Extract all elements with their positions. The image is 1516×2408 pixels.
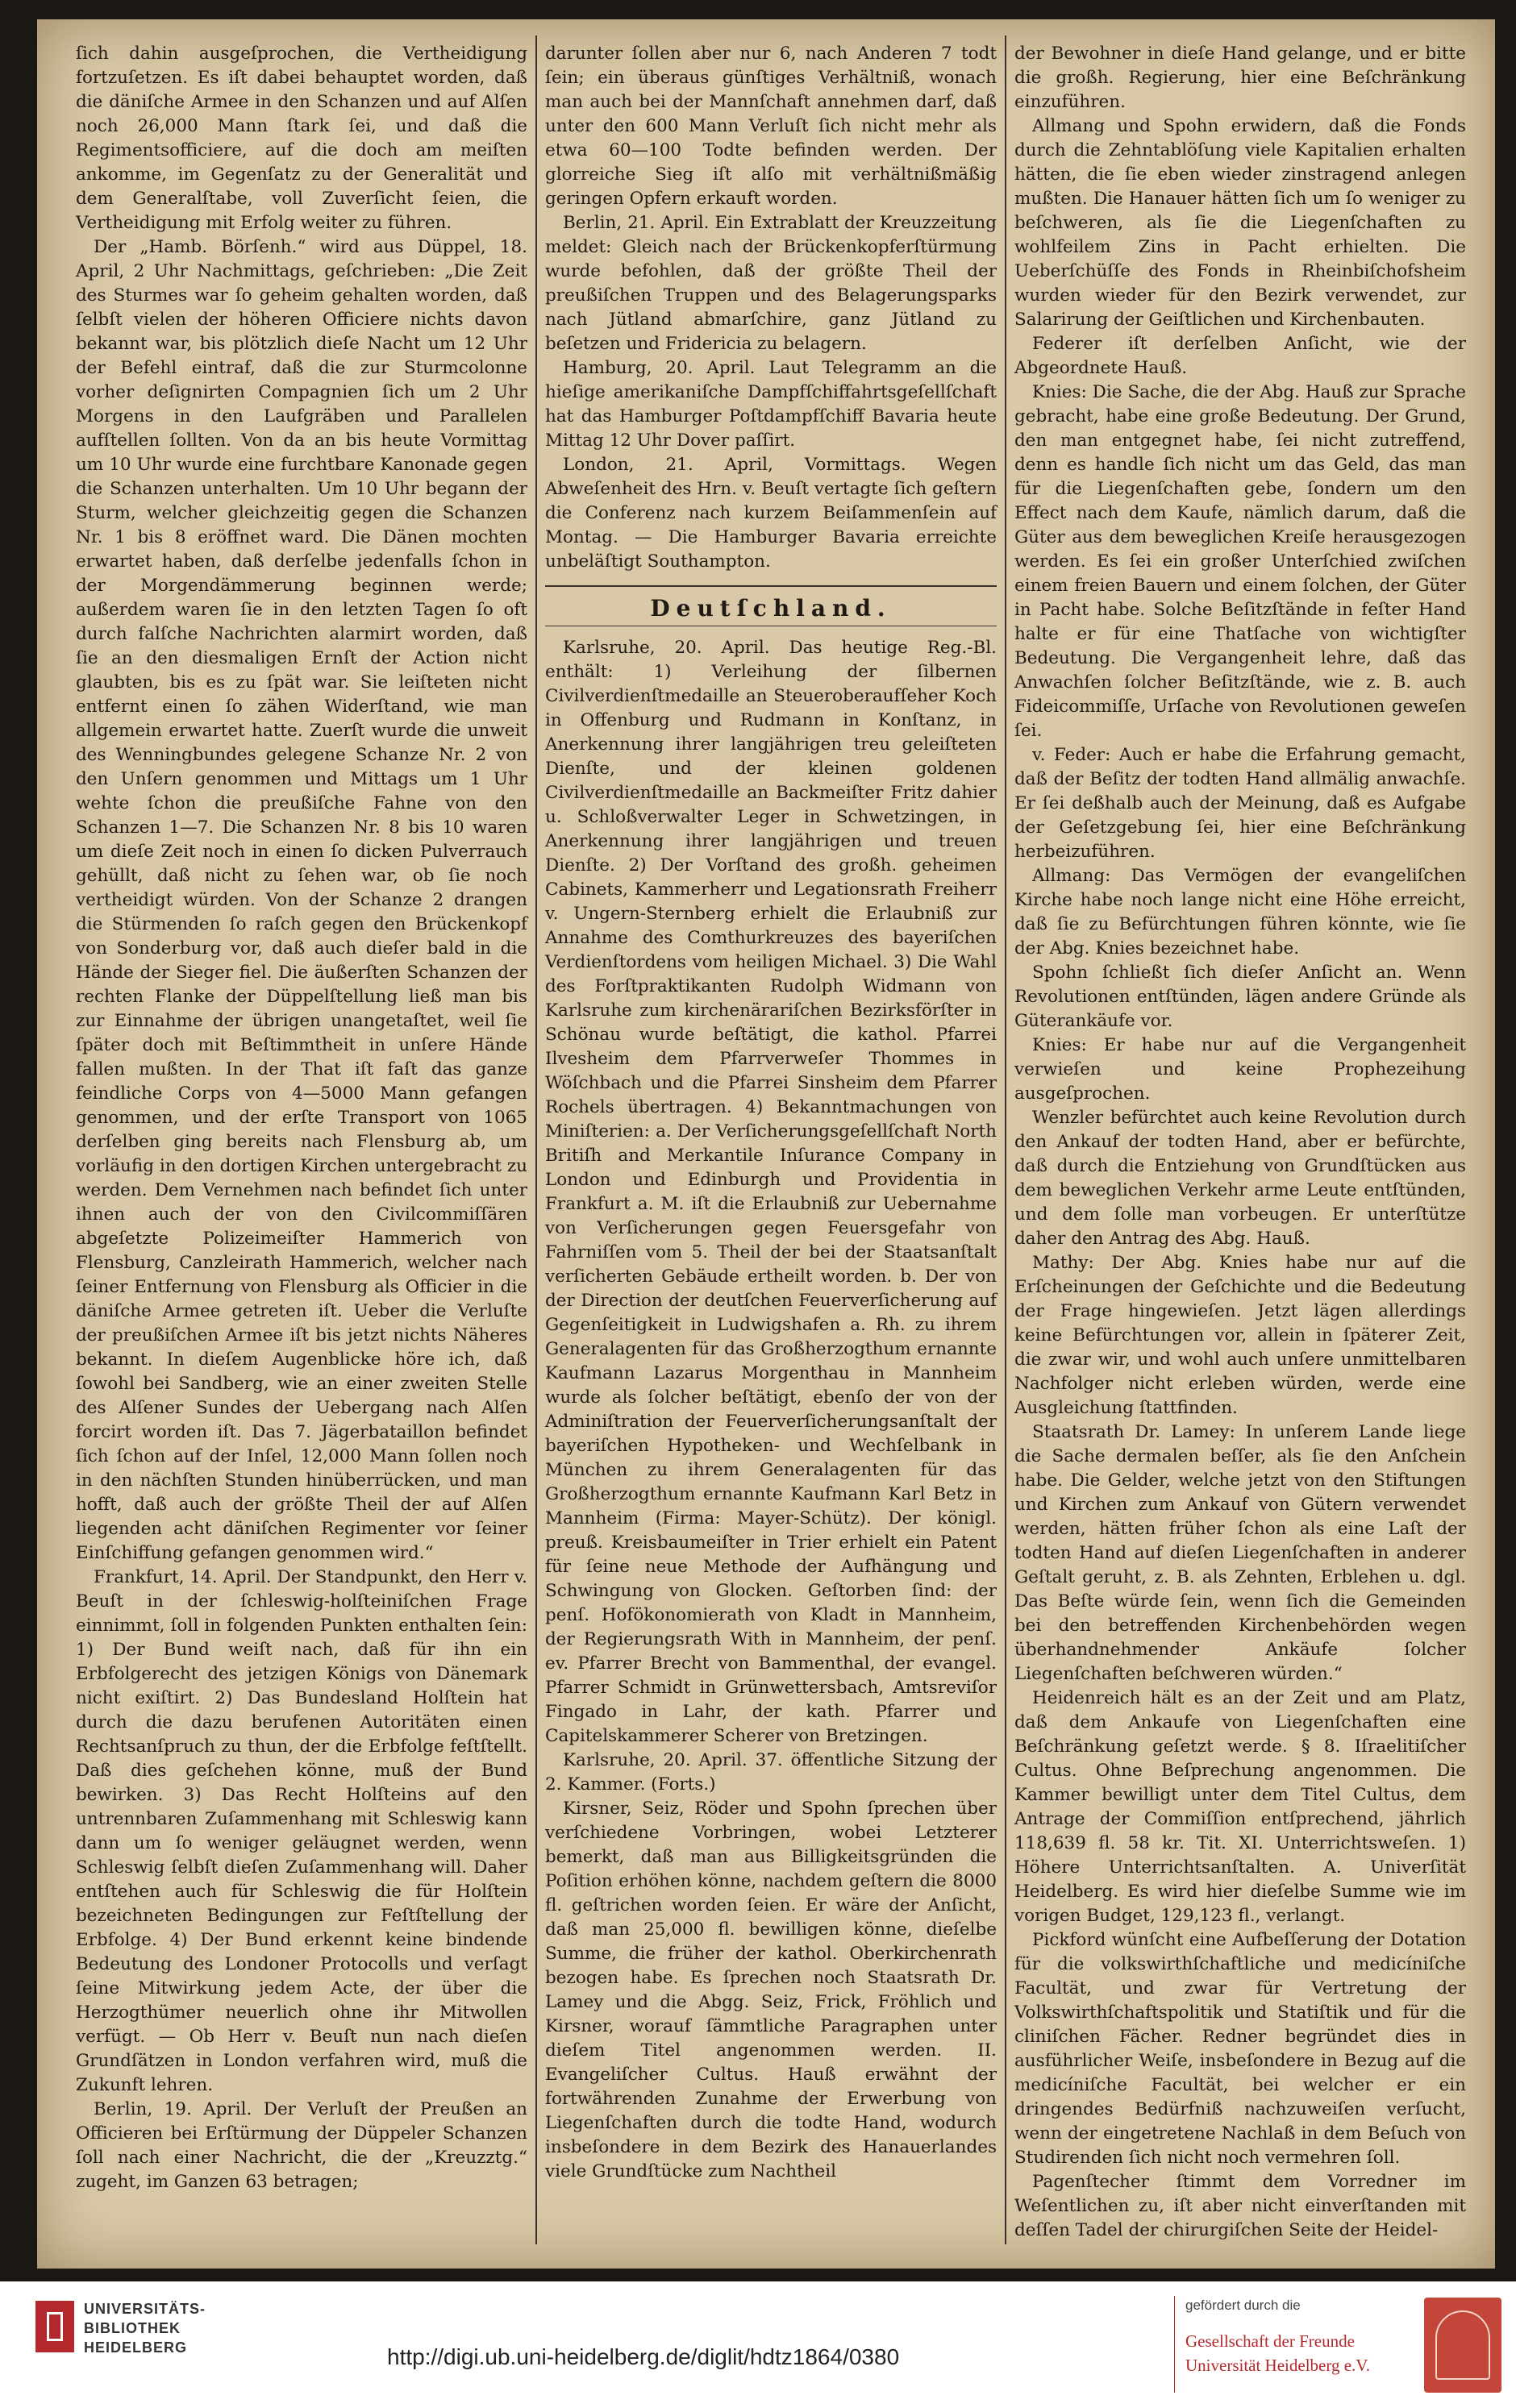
logo-text-line-2: BIBLIOTHEK xyxy=(84,2320,181,2336)
section-divider xyxy=(545,585,997,587)
library-logo[interactable] xyxy=(35,2296,229,2368)
permalink-url[interactable]: http://digi.ub.uni-heidelberg.de/diglit/hdtz1864/0380 xyxy=(387,2344,900,2369)
paragraph: Berlin, 19. April. Der Verluſt der Preußen an Officieren bei Erſtürmung der Düppeler Schanzen ſoll nach einer Nachricht, die der „Kreuzztg.“ zugeht, im Ganzen 63 betragen; xyxy=(76,2099,527,2192)
paragraph: der Bewohner in dieſe Hand gelange, und er bitte die großh. Regierung, hier eine Beſchränkung einzuführen. xyxy=(1014,44,1466,112)
paragraph: Berlin, 21. April. Ein Extrablatt der Kreuzzeitung meldet: Gleich nach der Brückenkopferſtürmung wurde befohlen, daß der größte Theil der preußiſchen Truppen und des Belagerungsparks nach Jütland abmarſchire, ganz Jütland zu beſetzen und Fridericia zu belagern. xyxy=(545,213,997,354)
paragraph: darunter ſollen aber nur 6, nach Anderen 7 todt ſein; ein überaus günſtiges Verhältniß, wonach man auch bei der Mannſchaft annehmen darf, daß unter den 600 Mann Verluſt ſich nicht mehr als etwa 60—100 Todte befinden werden. Der glorreiche Sieg iſt alſo mit verhältnißmäßig geringen Opfern erkauft worden. xyxy=(545,44,997,209)
logo-text-line-1: UNIVERSITÄTS- xyxy=(84,2301,206,2317)
paragraph: Pagenſtecher ſtimmt dem Vorredner im Weſentlichen zu, iſt aber nicht einverſtanden mit deſſen Tadel der chirurgiſchen Seite der Heidel- xyxy=(1014,2172,1466,2240)
paragraph: Wenzler befürchtet auch keine Revolution durch den Ankauf der todten Hand, aber er befürchte, daß durch die Entziehung von Grundſtücken aus dem beweglichen Verkehr arme Leute entſtünden, und dem ſolle man vorbeugen. Er unterſtütze daher den Antrag des Abg. Hauß. xyxy=(1014,1108,1466,1249)
paragraph: v. Feder: Auch er habe die Erfahrung gemacht, daß der Beſitz der todten Hand allmälig anwachſe. Er ſei deßhalb auch der Meinung, daß es Aufgabe der Geſetzgebung ſei, hier eine Beſchränkung herbeizuführen. xyxy=(1014,745,1466,862)
footer-bar xyxy=(0,2281,1516,2408)
paragraph: Spohn ſchließt ſich dieſer Anſicht an. Wenn Revolutionen entſtünden, lägen andere Gründe als Güterankäufe vor. xyxy=(1014,963,1466,1031)
paragraph: Heidenreich hält es an der Zeit und am Platz, daß dem Ankaufe von Liegenſchaften eine Beſchränkung geſetzt werde. § 8. Iſraelitiſcher Cultus. Ohne Beſprechung angenommen. Die Kammer bewilligt unter dem Titel Cultus, dem Antrage der Commiſſion entſprechend, jährlich 118,639 fl. 58 kr. Tit. XI. Unterrichtsweſen. 1) Höhere Unterrichtsanſtalten. A. Univerſität Heidelberg. Es wird hier dieſelbe Summe wie im vorigen Budget, 129,123 fl., verlangt. xyxy=(1014,1688,1466,1926)
paragraph: Der „Hamb. Börſenh.“ wird aus Düppel, 18. April, 2 Uhr Nachmittags, geſchrieben: „Die Zeit des Sturmes war ſo geheim gehalten worden, daß ſelbſt vielen der höheren Officiere nichts davon bekannt war, bis plötzlich dieſe Nacht um 12 Uhr der Befehl eintraf, daß die zur Sturmcolonne vorher deſignirten Compagnien ſich um 2 Uhr Morgens in den Laufgräben und Parallelen aufſtellen ſollten. Von da an bis heute Vormittag um 10 Uhr wurde eine furchtbare Kanonade gegen die Schanzen unterhalten. Um 10 Uhr begann der Sturm, welcher gleichzeitig gegen die Schanzen Nr. 1 bis 8 eröffnet ward. Die Dänen mochten erwartet haben, daß derſelbe jedenfalls ſchon in der Morgendämmerung beginnen werde; außerdem waren ſie in den letzten Tagen ſo oft durch falſche Nachrichten alarmirt worden, daß ſie an den diesmaligen Ernſt der Action nicht glaubten, bis es zu ſpät war. Sie leiſteten nicht entfernt einen ſo zähen Widerſtand, wie man allgemein erwartet hatte. Zuerſt wurde die unweit des Wenningbundes gelegene Schanze Nr. 2 von den Unſern genommen und Mittags um 1 Uhr wehte ſchon die preußiſche Fahne von den Schanzen 1—7. Die Schanzen Nr. 8 bis 10 waren um dieſe Zeit noch in einen ſo dicken Pulverrauch gehüllt, daß nicht zu ſehen war, ob ſie noch vertheidigt würden. Von der Schanze 2 drangen die Stürmenden ſo raſch gegen den Brückenkopf von Sonderburg vor, daß auch dieſer bald in die Hände der Sieger fiel. Die äußerſten Schanzen der rechten Flanke der Düppelſtellung ließ man bis zur Einnahme der übrigen unangetaſtet, weil ſie ſpäter doch mit Beſtimmtheit in unſere Hände fallen mußten. In der That iſt faſt das ganze feindliche Corps von 4—5000 Mann gefangen genommen, und der erſte Transport von 1065 derſelben ging bereits nach Flensburg ab, um vorläufig in den dortigen Kirchen untergebracht zu werden. Dem Vernehmen nach befindet ſich unter ihnen auch der von den Civilcommiſſären abgeſetzte Polizeimeiſter Hammerich von Flensburg, Canzleirath Hammerich, welcher nach ſeiner Entfernung von Flensburg als Officier in die däniſche Armee getreten iſt. Ueber die Verluſte der preußiſchen Armee iſt bis jetzt nichts Näheres bekannt. In dieſem Augenblicke höre ich, daß ſowohl bei Sandberg, wie an einer zweiten Stelle des Alſener Sundes der Uebergang nach Alſen forcirt worden iſt. Das 7. Jägerbataillon befindet ſich ſchon auf der Inſel, 12,000 Mann ſollen noch in den nächſten Stunden hinüberrücken, und man hofft, daß auch der größte Theil der auf Alſen liegenden acht däniſchen Regimenter vor ſeiner Einſchiffung gefangen genommen wird.“ xyxy=(76,237,527,1563)
sponsor-label: gefördert durch die xyxy=(1185,2298,1301,2313)
paragraph: ſich dahin ausgeſprochen, die Vertheidigung fortzuſetzen. Es iſt dabei behauptet worden, daß die däniſche Armee in den Schanzen und auf Alſen noch 26,000 Mann ſtark ſei, und daß die Regimentsofficiere, auf die doch am meiſten ankomme, im Gegenſatz zu der Generalität und dem Generalſtabe, voll Zuverſicht ſeien, die Vertheidigung mit Erfolg weiter zu führen. xyxy=(76,44,527,233)
column-3 xyxy=(1014,42,1466,2243)
paragraph: Staatsrath Dr. Lamey: In unſerem Lande liege die Sache dermalen beſſer, als ſie den Anſchein habe. Die Gelder, welche jetzt von den Stiftungen und Kirchen zum Ankauf von Gütern verwendet werden, hätten früher ſchon als eine Laſt der todten Hand auf dieſen Liegenſchaften in anderer Geſtalt geruht, z. B. als Zehnten, Erblehen u. dgl. Das Beſte würde ſein, wenn ſich die Gemeinden bei den betreffenden Kirchenbehörden wegen überhandnehmender Ankäufe ſolcher Liegenſchaften beſchweren würden.“ xyxy=(1014,1422,1466,1684)
paragraph: Allmang und Spohn erwidern, daß die Fonds durch die Zehntablöſung viele Kapitalien erhalten hätten, die ſie eben wieder zinstragend anlegen mußten. Die Hanauer hätten ſich um ſo weniger zu beſchweren, als ſie die Liegenſchaften zu wohlfeilem Zins in Pacht erhielten. Die Ueberſchüſſe des Fonds in Rheinbiſchofsheim wurden wieder für den Bezirk verwendet, zur Salarirung der Geiſtlichen und Kirchenbauten. xyxy=(1014,116,1466,330)
paragraph: London, 21. April, Vormittags. Wegen Abweſenheit des Hrn. v. Beuſt vertagte ſich geſtern die Conferenz nach kurzem Beiſammenſein auf Montag. — Die Hamburger Bavaria erreichte unbeläſtigt Southampton. xyxy=(545,455,997,572)
paragraph: Karlsruhe, 20. April. 37. öffentliche Sitzung der 2. Kammer. (Forts.) xyxy=(545,1750,997,1795)
paragraph: Hamburg, 20. April. Laut Telegramm an die hieſige amerikaniſche Dampfſchiffahrtsgeſellſchaft hat das Hamburger Poſtdampfſchiff Bavaria heute Mittag 12 Uhr Dover paſſirt. xyxy=(545,358,997,451)
sponsor-divider xyxy=(1174,2296,1175,2393)
section-heading: Deutſchland. xyxy=(650,595,892,622)
paragraph: Karlsruhe, 20. April. Das heutige Reg.-Bl. enthält: 1) Verleihung der ſilbernen Civilverdienſtmedaille an Steueroberaufſeher Koch in Offenburg und Rudmann in Konſtanz, in Anerkennung ihrer langjährigen treu geleiſteten Dienſte, und der kleinen goldenen Civilverdienſtmedaille an Backmeiſter Fritz dahier u. Schloßverwalter Leger in Schwetzingen, in Anerkennung ihrer langjährigen und treuen Dienſte. 2) Der Vorſtand des großh. geheimen Cabinets, Kammerherr und Legationsrath Freiherr v. Ungern-Sternberg erhielt die Erlaubniß zur Annahme des Comthurkreuzes des bayeriſchen Verdienſtordens vom heiligen Michael. 3) Die Wahl des Forſtpraktikanten Rudolph Widmann von Karlsruhe zum kirchenärariſchen Bezirksförſter in Schönau wurde beſtätigt, die kathol. Pfarrei Ilvesheim dem Pfarrverweſer Thommes in Wöſchbach und die Pfarrei Sinsheim dem Pfarrer Rochels übertragen. 4) Bekanntmachungen von Miniſterien: a. Der Verſicherungsgeſellſchaft North Britiſh and Merkantile Inſurance Company in London und Edinburgh und Providentia in Frankfurt a. M. iſt die Erlaubniß zur Uebernahme von Verſicherungen gegen Feuersgefahr von Fahrniſſen vom 5. Theil der bei der Staatsanſtalt verſicherten Gebäude ertheilt worden. b. Der von der Direction der deutſchen Feuerverſicherung auf Gegenſeitigkeit in Ludwigshafen a. Rh. zu ihrem Generalagenten für das Großherzogthum ernannte Kaufmann Lazarus Morgenthau in Mannheim wurde als ſolcher beſtätigt, ebenſo der von der Adminiſtration der Feuerverſicherungsanſtalt der bayeriſchen Hypotheken- und Wechſelbank in München zu ihrem Generalagenten für das Großherzogthum ernannte Kaufmann Karl Betz in Mannheim (Firma: Mayer-Schütz). Der königl. preuß. Kreisbaumeiſter in Trier erhielt ein Patent für ſeine neue Methode der Aufhängung und Schwingung von Glocken. Geſtorben ſind: der penſ. Hofökonomierath von Kladt in Mannheim, der Regierungsrath With in Mannheim, der penſ. ev. Pfarrer Brecht von Bammenthal, der evangel. Pfarrer Schmidt in Grünwettersbach, Amtsreviſor Fingado in Lahr, der kath. Pfarrer und Capitelskammerer Scherer von Bretzingen. xyxy=(545,638,997,1746)
column-1 xyxy=(76,42,527,2194)
column-rule-2 xyxy=(1005,35,1006,2244)
paragraph: Kirsner, Seiz, Röder und Spohn ſprechen über verſchiedene Vorbringen, wobei Letzterer bemerkt, daß man aus Billigkeitsgründen die Poſition erhöhen könne, nachdem geſtern die 8000 fl. geſtrichen worden ſeien. Er wäre der Anſicht, daß man 25,000 fl. bewilligen könne, dieſelbe Summe, die früher der kathol. Oberkirchenrath bezogen habe. Es ſprechen noch Staatsrath Dr. Lamey und die Abgg. Seiz, Frick, Fröhlich und Kirsner, worauf ſämmtliche Paragraphen unter dieſem Titel angenommen werden. II. Evangeliſcher Cultus. Hauß erwähnt der fortwährenden Zunahme der Erwerbung von Liegenſchaften durch die todte Hand, wodurch insbeſondere in dem Bezirk des Hanauerlandes viele Grundſtücke zum Nachtheil xyxy=(545,1799,997,2181)
paragraph: Pickford wünſcht eine Aufbeſſerung der Dotation für die volkswirthſchaftliche und medicíniſche Facultät, und zwar für Vertretung der Volkswirthſchaftspolitik und Statiſtik und für die cliniſchen Fächer. Redner begründet dies in ausführlicher Weiſe, insbeſondere in Bezug auf die medicíniſche Facultät, bei welcher er ein dringendes Bedürfniß nachzuweiſen verſucht, wenn der eingetretene Nachlaß in dem Beſuch von Studirenden ſich nicht noch vermehren ſoll. xyxy=(1014,1930,1466,2168)
sponsor-name-line-2: Universität Heidelberg e.V. xyxy=(1185,2356,1371,2375)
paragraph: Mathy: Der Abg. Knies habe nur auf die Erſcheinungen der Geſchichte und die Bedeutung der Frage hingewieſen. Jetzt lägen allerdings keine Befürchtungen vor, allein in ſpäterer Zeit, die zwar wir, und wohl auch unſere unmittelbaren Nachfolger nicht erleben würden, werde eine Ausgleichung ſtattfinden. xyxy=(1014,1253,1466,1418)
paragraph: Frankfurt, 14. April. Der Standpunkt, den Herr v. Beuſt in der ſchleswig-holſteiniſchen Frage einnimmt, ſoll in folgenden Punkten enthalten ſein: 1) Der Bund weiſt nach, daß für ihn ein Erbfolgerecht des jetzigen Königs von Dänemark nicht exiſtirt. 2) Das Bundesland Holſtein hat durch die dazu berufenen Autoritäten einen Rechtsanſpruch zu thun, der die Erbfolge feſtſtellt. Daß dies geſchehen könne, muß der Bund bewirken. 3) Das Recht Holſteins auf den untrennbaren Zuſammenhang mit Schleswig kann dann um ſo weniger geläugnet werden, wenn Schleswig ſelbſt dieſen Zuſammenhang will. Daher entſtehen auch für Schleswig die für Holſtein bezeichneten Bedingungen zur Feſtſtellung der Erbfolge. 4) Der Bund erkennt keine bindende Bedeutung des Londoner Protocolls und verſagt ſeine Mitwirkung jedem Acte, der über die Herzogthümer neuerlich ohne ihr Mitwollen verfügt. — Ob Herr v. Beuſt nun nach dieſen Grundſätzen in London verfahren wird, muß die Zukunft lehren. xyxy=(76,1567,527,2095)
paragraph: Knies: Er habe nur auf die Vergangenheit verwieſen und keine Prophezeihung ausgeſprochen. xyxy=(1014,1035,1466,1104)
paragraph: Federer iſt derſelben Anſicht, wie der Abgeordnete Hauß. xyxy=(1014,334,1466,378)
column-2 xyxy=(545,42,997,2184)
paragraph: Allmang: Das Vermögen der evangeliſchen Kirche habe noch lange nicht eine Höhe erreicht, daß ſie zu Befürchtungen führen könnte, wie ſie der Abg. Knies bezeichnet habe. xyxy=(1014,866,1466,959)
library-logo-icon xyxy=(35,2301,74,2352)
column-rule-1 xyxy=(535,35,537,2244)
logo-text-line-3: HEIDELBERG xyxy=(84,2339,188,2356)
newspaper-page xyxy=(37,19,1495,2269)
paragraph: Knies: Die Sache, die der Abg. Hauß zur Sprache gebracht, habe eine große Bedeutung. Der Grund, den man entgegnet habe, ſei nicht zutreffend, denn es handle ſich nicht um das Geld, das man für die Liegenſchaften gebe, ſondern um den Effect nach dem Kaufe, nämlich darum, daß die Güter aus dem beweglichen Kreiſe herausgezogen werden. Es ſei ein großer Unterſchied zwiſchen einem freien Bauern und einem ſolchen, der Güter in Pacht habe. Solche Beſitzſtände in feſter Hand halte er für eine Thatſache von wichtigſter Bedeutung. Die Vergangenheit lehre, daß das Anwachſen ſolcher Beſitzſtände, wie z. B. auch Fideicommiſſe, Urſache von Revolutionen geweſen ſei. xyxy=(1014,382,1466,741)
university-seal-icon xyxy=(1424,2298,1501,2393)
sponsor-name-line-1: Gesellschaft der Freunde xyxy=(1185,2331,1355,2351)
